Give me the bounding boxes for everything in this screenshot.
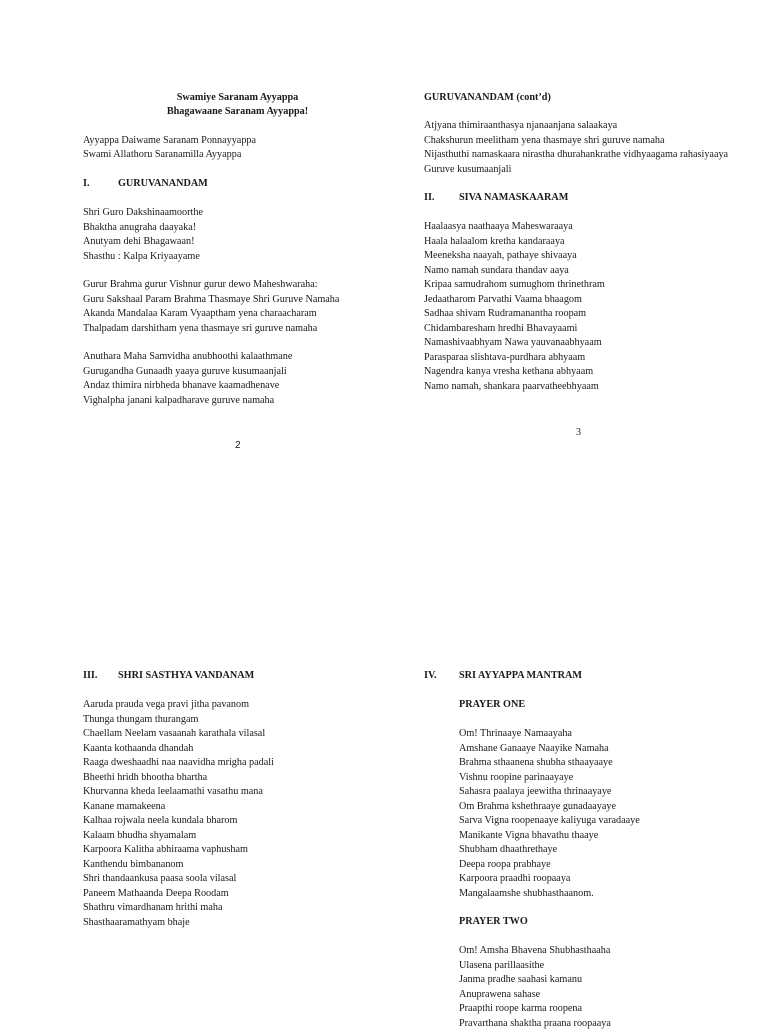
verse-line: Bhaktha anugraha daayaka! — [83, 221, 197, 233]
verse-line: Namo namah sundara thandav aaya — [424, 264, 569, 276]
verse-line: Karpoora praadhi roopaaya — [459, 873, 571, 884]
verse-line: Namo namah, shankara paarvatheebhyaam — [424, 380, 599, 392]
verse-line: Chidambaresham hredhi Bhavayaami — [424, 322, 578, 334]
verse-line: Om Brahma kshethraaye gunadaayaye — [459, 800, 616, 812]
verse-line: Akanda Mandalaa Karam Vyaaptham yena charaacharam — [83, 308, 317, 319]
verse-line: Amshane Ganaaye Naayike Namaha — [459, 742, 609, 754]
verse-line: Om! Amsha Bhavena Shubhasthaaha — [459, 945, 611, 956]
verse-line: Karpoora Kalitha abhiraama vaphusham — [83, 844, 248, 855]
verse-line: Paneem Mathaanda Deepa Roodam — [83, 887, 229, 899]
prayer-heading: PRAYER ONE — [459, 699, 526, 710]
verse-line: Kanane mamakeena — [83, 800, 166, 812]
verse-line: Chaellam Neelam vasaanah karathala vilasal — [83, 728, 266, 739]
section-heading: SHRI SASTHYA VANDANAM — [118, 670, 255, 681]
verse-line: Nagendra kanya vresha kethana abhyaam — [424, 366, 594, 377]
verse-line: Manikante Vigna bhavathu thaaye — [459, 829, 599, 841]
verse-line: Shubham dhaathrethaye — [459, 844, 558, 855]
verse-line: Namashivaabhyam Nawa yauvanaabhyaam — [424, 337, 602, 348]
verse-line: Bheethi hridh bhootha bhartha — [83, 771, 208, 783]
section-numeral: III. — [83, 670, 98, 681]
verse-line: Sarva Vigna roopenaaye kaliyuga varadaaye — [459, 815, 640, 826]
verse-line: Andaz thimira nirbheda bhanave kaamadhenave — [83, 380, 280, 391]
prayer-heading: PRAYER TWO — [459, 916, 528, 927]
section-heading: GURUVANANDAM — [118, 178, 208, 189]
intro-line: Swami Allathoru Saranamilla Ayyappa — [83, 149, 242, 160]
verse-line: Kripaa samudrahom sumughom thrinethram — [424, 279, 605, 290]
verse-line: Gurugandha Gunaadh yaaya guruve kusumaanjali — [83, 365, 287, 377]
intro-line: Ayyappa Daiwame Saranam Ponnayyappa — [83, 135, 257, 146]
verse-line: Nijasthuthi namaskaara nirastha dhurahankrathe vidhyaagama rahasiyaaya — [424, 149, 729, 160]
section-heading: SRI AYYAPPA MANTRAM — [459, 670, 583, 681]
verse-line: Kaanta kothaanda dhandah — [83, 742, 194, 754]
document-title-line-1: Swamiye Saranam Ayyappa — [176, 92, 299, 103]
document-title-line-2: Bhagawaane Saranam Ayyappa! — [166, 106, 309, 117]
verse-line: Jedaatharom Parvathi Vaama bhaagom — [424, 293, 582, 305]
verse-line: Janma pradhe saahasi kamanu — [459, 974, 583, 985]
verse-line: Gurur Brahma gurur Vishnur gurur dewo Maheshwaraha: — [83, 279, 318, 290]
verse-line: Atjyana thimiraanthasya njanaanjana salaakaya — [424, 120, 618, 131]
verse-line: Aaruda prauda vega pravi jitha pavanom — [83, 699, 250, 710]
verse-line: Khurvanna kheda leelaamathi vasathu mana — [83, 786, 263, 797]
verse-line: Haalaasya naathaaya Maheswaraaya — [424, 221, 573, 232]
verse-line: Guruve kusumaanjali — [424, 163, 512, 175]
verse-line: Anuprawena sahase — [459, 988, 541, 1000]
verse-line: Haala halaalom kretha kandaraaya — [424, 235, 565, 247]
verse-line: Brahma sthaanena shubha sthaayaaye — [459, 757, 613, 768]
verse-line: Anutyam dehi Bhagawaan! — [83, 236, 195, 247]
verse-line: Kalaam bhudha shyamalam — [83, 829, 197, 841]
verse-line: Ulasena parillaasithe — [459, 959, 545, 971]
verse-line: Sahasra paalaya jeewitha thrinaayaye — [459, 786, 612, 797]
verse-line: Shri thandaankusa paasa soola vilasal — [83, 873, 237, 884]
section-numeral: II. — [424, 192, 435, 203]
verse-line: Pravarthana shaktha praana roopaaya — [459, 1017, 611, 1029]
verse-line: Praapthi roope karma roopena — [459, 1003, 583, 1014]
verse-line: Om! Thrinaaye Namaayaha — [459, 728, 572, 739]
verse-line: Parasparaa slishtava-purdhara abhyaam — [424, 351, 586, 363]
verse-line: Thalpadam darshitham yena thasmaye sri guruve namaha — [83, 322, 318, 334]
verse-line: Deepa roopa prabhaye — [459, 858, 551, 870]
section-heading: SIVA NAMASKAARAM — [459, 192, 569, 203]
verse-line: Anuthara Maha Samvidha anubhoothi kalaathmane — [83, 351, 293, 362]
verse-line: Chakshurun meelitham yena thasmaye shri guruve namaha — [424, 134, 665, 146]
verse-line: Thunga thungam thurangam — [83, 713, 199, 725]
section-numeral: I. — [83, 178, 90, 189]
verse-line: Kanthendu bimbananom — [83, 858, 184, 870]
continued-heading: GURUVANANDAM (cont’d) — [424, 92, 551, 103]
verse-line: Shasthu : Kalpa Kriyaayame — [83, 250, 200, 262]
verse-line: Meeneksha naayah, pathaye shivaaya — [424, 250, 577, 261]
verse-line: Raaga dweshaadhi naa naavidha mrigha padali — [83, 757, 274, 768]
verse-line: Vishnu roopine parinaayaye — [459, 771, 574, 783]
verse-line: Vighalpha janani kalpadharave guruve namaha — [83, 394, 275, 406]
page-number: 3 — [576, 427, 581, 438]
verse-line: Sadhaa shivam Rudramanantha roopam — [424, 308, 587, 319]
verse-line: Guru Sakshaal Param Brahma Thasmaye Shri Guruve Namaha — [83, 293, 340, 305]
verse-line: Shri Guro Dakshinaamoorthe — [83, 207, 203, 218]
verse-line: Kalhaa rojwala neela kundala bharom — [83, 815, 238, 826]
verse-line: Mangalaamshe shubhasthaanom. — [459, 887, 594, 899]
verse-line: Shasthaaramathyam bhaje — [83, 916, 190, 928]
verse-line: Shathru vimardhanam hrithi maha — [83, 902, 223, 913]
page-number: 2 — [235, 440, 241, 451]
section-numeral: IV. — [424, 670, 437, 681]
